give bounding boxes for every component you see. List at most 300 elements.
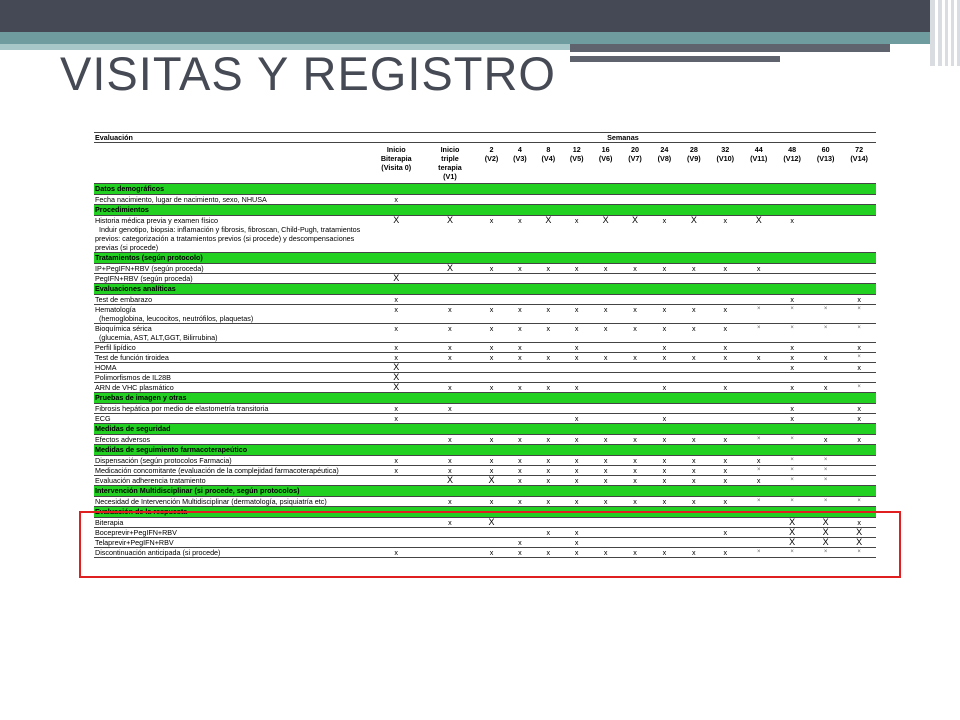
schedule-mark: x bbox=[563, 456, 591, 466]
schedule-mark: x bbox=[650, 353, 679, 363]
table-row bbox=[94, 295, 876, 305]
schedule-mark: × bbox=[842, 305, 876, 324]
schedule-mark bbox=[809, 343, 842, 353]
schedule-mark bbox=[809, 264, 842, 274]
schedule-mark: x bbox=[591, 548, 620, 558]
section-label: Intervención Multidisciplinar (si procede, según protocolos) bbox=[94, 486, 876, 497]
row-label: Dispensación (según protocolos Farmacia) bbox=[94, 456, 370, 466]
column-header: 4 (V3) bbox=[506, 143, 534, 184]
schedule-mark: x bbox=[775, 363, 808, 373]
section-label: Pruebas de imagen y otras bbox=[94, 393, 876, 404]
schedule-mark bbox=[423, 295, 478, 305]
schedule-mark: x bbox=[534, 264, 562, 274]
schedule-mark bbox=[370, 476, 423, 486]
schedule-mark bbox=[709, 373, 742, 383]
schedule-mark: x bbox=[650, 324, 679, 343]
visit-schedule-table bbox=[94, 132, 876, 558]
schedule-mark: x bbox=[620, 456, 649, 466]
schedule-mark: x bbox=[423, 343, 478, 353]
row-label: Telaprevir+PegIFN+RBV bbox=[94, 538, 370, 548]
schedule-mark bbox=[534, 343, 562, 353]
schedule-mark: x bbox=[534, 528, 562, 538]
schedule-mark: x bbox=[370, 195, 423, 205]
schedule-mark bbox=[650, 274, 679, 284]
schedule-mark bbox=[842, 264, 876, 274]
decorative-bar bbox=[570, 44, 890, 52]
table-row bbox=[94, 305, 876, 324]
schedule-mark bbox=[679, 383, 708, 393]
schedule-mark bbox=[534, 274, 562, 284]
schedule-mark: x bbox=[534, 324, 562, 343]
schedule-mark bbox=[775, 264, 808, 274]
schedule-mark: × bbox=[742, 466, 775, 476]
schedule-mark: x bbox=[775, 353, 808, 363]
section-label: Evaluaciones analíticas bbox=[94, 284, 876, 295]
schedule-mark: × bbox=[775, 476, 808, 486]
decorative-stripes bbox=[930, 0, 960, 66]
schedule-mark: x bbox=[709, 497, 742, 507]
schedule-mark bbox=[620, 404, 649, 414]
row-label: Discontinuación anticipada (si procede) bbox=[94, 548, 370, 558]
schedule-mark: x bbox=[620, 324, 649, 343]
schedule-mark: x bbox=[506, 216, 534, 253]
schedule-mark bbox=[650, 373, 679, 383]
schedule-mark bbox=[742, 195, 775, 205]
schedule-mark: x bbox=[534, 456, 562, 466]
column-header: 44 (V11) bbox=[742, 143, 775, 184]
schedule-mark: × bbox=[842, 548, 876, 558]
column-header: 20 (V7) bbox=[620, 143, 649, 184]
schedule-mark bbox=[591, 195, 620, 205]
schedule-mark bbox=[563, 295, 591, 305]
schedule-mark bbox=[563, 404, 591, 414]
schedule-mark: x bbox=[842, 414, 876, 424]
schedule-mark: x bbox=[563, 324, 591, 343]
table-row bbox=[94, 414, 876, 424]
schedule-mark bbox=[842, 195, 876, 205]
schedule-mark bbox=[477, 195, 505, 205]
schedule-mark: X bbox=[620, 216, 649, 253]
schedule-mark: x bbox=[842, 435, 876, 445]
section-label: Medidas de seguridad bbox=[94, 424, 876, 435]
schedule-mark: x bbox=[650, 435, 679, 445]
schedule-mark bbox=[809, 295, 842, 305]
schedule-mark: x bbox=[477, 383, 505, 393]
section-label: Evaluación de la respuesta bbox=[94, 507, 876, 518]
column-header: 60 (V13) bbox=[809, 143, 842, 184]
row-label: PegIFN+RBV (según proceda) bbox=[94, 274, 370, 284]
schedule-mark: x bbox=[650, 497, 679, 507]
schedule-mark bbox=[591, 295, 620, 305]
schedule-mark: x bbox=[709, 435, 742, 445]
schedule-mark: X bbox=[370, 383, 423, 393]
schedule-mark bbox=[679, 295, 708, 305]
schedule-mark: x bbox=[679, 456, 708, 466]
schedule-mark: x bbox=[506, 264, 534, 274]
schedule-mark bbox=[679, 414, 708, 424]
schedule-mark bbox=[809, 414, 842, 424]
schedule-mark: x bbox=[620, 497, 649, 507]
table-row bbox=[94, 383, 876, 393]
schedule-mark: X bbox=[477, 518, 505, 528]
row-label: IP+PegIFN+RBV (según proceda) bbox=[94, 264, 370, 274]
schedule-mark: X bbox=[775, 518, 808, 528]
table-row bbox=[94, 404, 876, 414]
schedule-mark: x bbox=[563, 353, 591, 363]
schedule-mark: X bbox=[423, 216, 478, 253]
section-row bbox=[94, 486, 876, 497]
schedule-mark bbox=[591, 343, 620, 353]
header-spacer bbox=[94, 143, 370, 184]
schedule-mark: x bbox=[709, 528, 742, 538]
schedule-mark: x bbox=[842, 295, 876, 305]
schedule-mark bbox=[591, 414, 620, 424]
schedule-mark bbox=[842, 373, 876, 383]
row-label: Test de embarazo bbox=[94, 295, 370, 305]
table-row bbox=[94, 363, 876, 373]
schedule-mark: x bbox=[809, 383, 842, 393]
schedule-mark: x bbox=[506, 324, 534, 343]
schedule-mark: x bbox=[370, 414, 423, 424]
schedule-mark: x bbox=[775, 414, 808, 424]
schedule-mark: x bbox=[477, 324, 505, 343]
section-label: Tratamientos (según protocolo) bbox=[94, 253, 876, 264]
schedule-mark bbox=[477, 363, 505, 373]
schedule-mark bbox=[809, 373, 842, 383]
schedule-mark: × bbox=[809, 548, 842, 558]
schedule-mark: x bbox=[477, 435, 505, 445]
schedule-mark bbox=[506, 414, 534, 424]
schedule-mark bbox=[620, 363, 649, 373]
schedule-mark: x bbox=[742, 264, 775, 274]
schedule-mark bbox=[742, 414, 775, 424]
schedule-mark: x bbox=[650, 343, 679, 353]
schedule-mark: x bbox=[506, 383, 534, 393]
schedule-mark: x bbox=[563, 476, 591, 486]
schedule-mark: X bbox=[591, 216, 620, 253]
schedule-mark: x bbox=[620, 353, 649, 363]
schedule-mark: x bbox=[477, 466, 505, 476]
schedule-mark: X bbox=[423, 476, 478, 486]
column-header: 8 (V4) bbox=[534, 143, 562, 184]
schedule-mark bbox=[506, 274, 534, 284]
schedule-mark bbox=[679, 343, 708, 353]
table-header-columns bbox=[94, 143, 876, 184]
weeks-header: Semanas bbox=[370, 133, 876, 143]
schedule-mark: x bbox=[591, 476, 620, 486]
schedule-mark: × bbox=[742, 324, 775, 343]
table-row bbox=[94, 466, 876, 476]
column-header: 16 (V6) bbox=[591, 143, 620, 184]
section-label: Datos demográficos bbox=[94, 184, 876, 195]
schedule-mark: × bbox=[775, 324, 808, 343]
schedule-mark bbox=[534, 363, 562, 373]
schedule-mark: x bbox=[534, 383, 562, 393]
schedule-mark bbox=[809, 195, 842, 205]
schedule-mark: x bbox=[742, 456, 775, 466]
schedule-mark: x bbox=[709, 476, 742, 486]
schedule-mark bbox=[591, 404, 620, 414]
schedule-mark: x bbox=[534, 466, 562, 476]
schedule-mark bbox=[679, 363, 708, 373]
schedule-mark: × bbox=[842, 383, 876, 393]
schedule-mark: x bbox=[370, 456, 423, 466]
schedule-mark bbox=[650, 404, 679, 414]
schedule-mark bbox=[620, 195, 649, 205]
schedule-mark: x bbox=[563, 435, 591, 445]
schedule-mark: X bbox=[370, 274, 423, 284]
schedule-mark: x bbox=[709, 264, 742, 274]
schedule-mark: x bbox=[679, 466, 708, 476]
schedule-mark bbox=[423, 414, 478, 424]
schedule-mark bbox=[620, 383, 649, 393]
schedule-mark: × bbox=[775, 456, 808, 466]
schedule-mark: x bbox=[842, 518, 876, 528]
schedule-mark: x bbox=[709, 383, 742, 393]
schedule-mark: x bbox=[742, 353, 775, 363]
schedule-mark: x bbox=[563, 264, 591, 274]
schedule-mark: × bbox=[809, 466, 842, 476]
schedule-mark bbox=[563, 363, 591, 373]
schedule-mark: x bbox=[709, 305, 742, 324]
row-label: Fibrosis hepática por medio de elastometría transitoria bbox=[94, 404, 370, 414]
schedule-mark: x bbox=[370, 466, 423, 476]
row-label: Boceprevir+PegIFN+RBV bbox=[94, 528, 370, 538]
schedule-mark: x bbox=[650, 383, 679, 393]
schedule-mark: x bbox=[477, 305, 505, 324]
schedule-mark bbox=[534, 373, 562, 383]
schedule-mark: X bbox=[477, 476, 505, 486]
schedule-mark: x bbox=[506, 353, 534, 363]
schedule-mark: x bbox=[534, 476, 562, 486]
schedule-mark: X bbox=[370, 363, 423, 373]
schedule-mark: x bbox=[679, 353, 708, 363]
schedule-mark: × bbox=[742, 548, 775, 558]
schedule-mark: x bbox=[534, 353, 562, 363]
column-header: 2 (V2) bbox=[477, 143, 505, 184]
schedule-mark bbox=[423, 373, 478, 383]
schedule-mark: x bbox=[370, 404, 423, 414]
schedule-mark: X bbox=[809, 528, 842, 538]
schedule-mark bbox=[842, 216, 876, 253]
schedule-mark bbox=[620, 274, 649, 284]
schedule-mark: x bbox=[423, 383, 478, 393]
schedule-mark: × bbox=[809, 476, 842, 486]
schedule-mark: x bbox=[591, 456, 620, 466]
table-row bbox=[94, 456, 876, 466]
schedule-mark bbox=[709, 195, 742, 205]
schedule-mark: x bbox=[423, 466, 478, 476]
schedule-mark bbox=[650, 195, 679, 205]
schedule-mark bbox=[563, 195, 591, 205]
schedule-mark: x bbox=[679, 324, 708, 343]
schedule-mark: x bbox=[650, 456, 679, 466]
section-row bbox=[94, 424, 876, 435]
schedule-mark: x bbox=[370, 324, 423, 343]
schedule-mark bbox=[506, 363, 534, 373]
schedule-mark: x bbox=[563, 497, 591, 507]
schedule-mark bbox=[809, 274, 842, 284]
schedule-mark: x bbox=[709, 216, 742, 253]
schedule-mark bbox=[709, 404, 742, 414]
schedule-mark bbox=[534, 414, 562, 424]
schedule-mark bbox=[650, 295, 679, 305]
section-row bbox=[94, 284, 876, 295]
schedule-mark: × bbox=[775, 548, 808, 558]
schedule-mark: X bbox=[370, 373, 423, 383]
schedule-mark bbox=[742, 274, 775, 284]
schedule-mark bbox=[423, 274, 478, 284]
schedule-mark: x bbox=[709, 324, 742, 343]
top-bar bbox=[0, 0, 960, 32]
schedule-mark: x bbox=[423, 497, 478, 507]
column-header: 12 (V5) bbox=[563, 143, 591, 184]
schedule-mark: x bbox=[650, 476, 679, 486]
schedule-mark: x bbox=[709, 353, 742, 363]
schedule-mark bbox=[709, 295, 742, 305]
schedule-mark: x bbox=[775, 404, 808, 414]
schedule-mark bbox=[591, 274, 620, 284]
schedule-mark bbox=[477, 373, 505, 383]
schedule-mark: x bbox=[477, 497, 505, 507]
row-label: Polimorfismos de IL28B bbox=[94, 373, 370, 383]
schedule-mark bbox=[842, 456, 876, 466]
schedule-mark bbox=[477, 295, 505, 305]
schedule-mark bbox=[809, 404, 842, 414]
schedule-mark: x bbox=[534, 548, 562, 558]
schedule-mark: x bbox=[809, 353, 842, 363]
schedule-mark: x bbox=[563, 548, 591, 558]
table-row bbox=[94, 324, 876, 343]
schedule-mark: x bbox=[423, 435, 478, 445]
schedule-mark bbox=[679, 373, 708, 383]
schedule-mark: x bbox=[563, 216, 591, 253]
schedule-mark: X bbox=[842, 528, 876, 538]
column-header: 48 (V12) bbox=[775, 143, 808, 184]
schedule-mark: x bbox=[423, 353, 478, 363]
schedule-mark: x bbox=[620, 476, 649, 486]
schedule-mark: x bbox=[423, 456, 478, 466]
schedule-mark bbox=[709, 274, 742, 284]
schedule-mark: x bbox=[534, 305, 562, 324]
schedule-mark bbox=[370, 497, 423, 507]
schedule-mark: × bbox=[775, 305, 808, 324]
schedule-mark bbox=[742, 363, 775, 373]
schedule-mark bbox=[679, 404, 708, 414]
schedule-mark: x bbox=[423, 404, 478, 414]
schedule-mark: x bbox=[650, 264, 679, 274]
schedule-mark bbox=[620, 414, 649, 424]
column-header: 72 (V14) bbox=[842, 143, 876, 184]
section-row bbox=[94, 253, 876, 264]
row-label: Necesidad de Intervención Multidisciplinar (dermatología, psiquiatría etc) bbox=[94, 497, 370, 507]
schedule-mark: x bbox=[423, 518, 478, 528]
schedule-mark: x bbox=[534, 435, 562, 445]
schedule-mark: x bbox=[709, 456, 742, 466]
schedule-mark: x bbox=[477, 456, 505, 466]
schedule-mark: x bbox=[709, 548, 742, 558]
schedule-mark bbox=[742, 404, 775, 414]
row-label: Evaluación adherencia tratamiento bbox=[94, 476, 370, 486]
row-label: ECG bbox=[94, 414, 370, 424]
schedule-mark bbox=[591, 383, 620, 393]
row-label: Historia médica previa y examen físico Induir genotipo, biopsia: inflamación y fibrosis, fibroscan, Child-Pugh, tratamientos previos: categorización a tratamientos previos (si procede) y descompensaciones previas (si procede) bbox=[94, 216, 370, 253]
column-header: Inicio Biterapia (Visita 0) bbox=[370, 143, 423, 184]
schedule-mark: x bbox=[477, 548, 505, 558]
accent-band bbox=[0, 32, 930, 44]
schedule-mark: x bbox=[591, 466, 620, 476]
schedule-mark: x bbox=[809, 435, 842, 445]
schedule-mark bbox=[709, 363, 742, 373]
schedule-mark: x bbox=[477, 353, 505, 363]
schedule-mark: x bbox=[506, 548, 534, 558]
schedule-mark bbox=[842, 466, 876, 476]
schedule-mark: x bbox=[775, 216, 808, 253]
schedule-mark: × bbox=[842, 497, 876, 507]
schedule-mark bbox=[775, 373, 808, 383]
schedule-mark bbox=[591, 373, 620, 383]
schedule-mark bbox=[370, 435, 423, 445]
evaluation-header: Evaluación bbox=[94, 133, 370, 143]
schedule-mark: X bbox=[775, 538, 808, 548]
table-row bbox=[94, 274, 876, 284]
schedule-mark bbox=[591, 363, 620, 373]
schedule-mark: x bbox=[506, 343, 534, 353]
schedule-mark: x bbox=[620, 305, 649, 324]
schedule-mark: x bbox=[563, 305, 591, 324]
schedule-mark bbox=[423, 363, 478, 373]
schedule-mark bbox=[477, 414, 505, 424]
schedule-mark: x bbox=[650, 466, 679, 476]
row-label: Test de función tiroidea bbox=[94, 353, 370, 363]
schedule-mark bbox=[709, 414, 742, 424]
table-row bbox=[94, 435, 876, 445]
table-row bbox=[94, 476, 876, 486]
schedule-mark bbox=[534, 195, 562, 205]
schedule-mark: x bbox=[563, 343, 591, 353]
table-row bbox=[94, 373, 876, 383]
schedule-mark: x bbox=[591, 435, 620, 445]
table-row bbox=[94, 264, 876, 274]
schedule-mark: × bbox=[742, 435, 775, 445]
schedule-mark: x bbox=[742, 476, 775, 486]
section-row bbox=[94, 445, 876, 456]
schedule-mark bbox=[620, 373, 649, 383]
schedule-mark: x bbox=[650, 305, 679, 324]
schedule-mark: x bbox=[620, 466, 649, 476]
column-header: 24 (V8) bbox=[650, 143, 679, 184]
schedule-mark bbox=[842, 274, 876, 284]
schedule-mark: x bbox=[679, 476, 708, 486]
schedule-mark: x bbox=[775, 383, 808, 393]
schedule-mark: × bbox=[775, 466, 808, 476]
row-label: Bioquímica sérica (glucemia, AST, ALT,GGT, Bilirrubina) bbox=[94, 324, 370, 343]
column-header: 28 (V9) bbox=[679, 143, 708, 184]
schedule-mark: x bbox=[709, 466, 742, 476]
schedule-mark: × bbox=[742, 305, 775, 324]
table-header-top bbox=[94, 133, 876, 143]
schedule-mark: x bbox=[679, 435, 708, 445]
schedule-mark: x bbox=[563, 538, 591, 548]
schedule-mark bbox=[809, 216, 842, 253]
schedule-mark bbox=[563, 373, 591, 383]
schedule-mark: x bbox=[591, 324, 620, 343]
schedule-mark: X bbox=[534, 216, 562, 253]
section-row bbox=[94, 184, 876, 195]
row-label: Hematología (hemoglobina, leucocitos, neutrófilos, plaquetas) bbox=[94, 305, 370, 324]
schedule-mark: x bbox=[477, 216, 505, 253]
schedule-mark: x bbox=[591, 305, 620, 324]
